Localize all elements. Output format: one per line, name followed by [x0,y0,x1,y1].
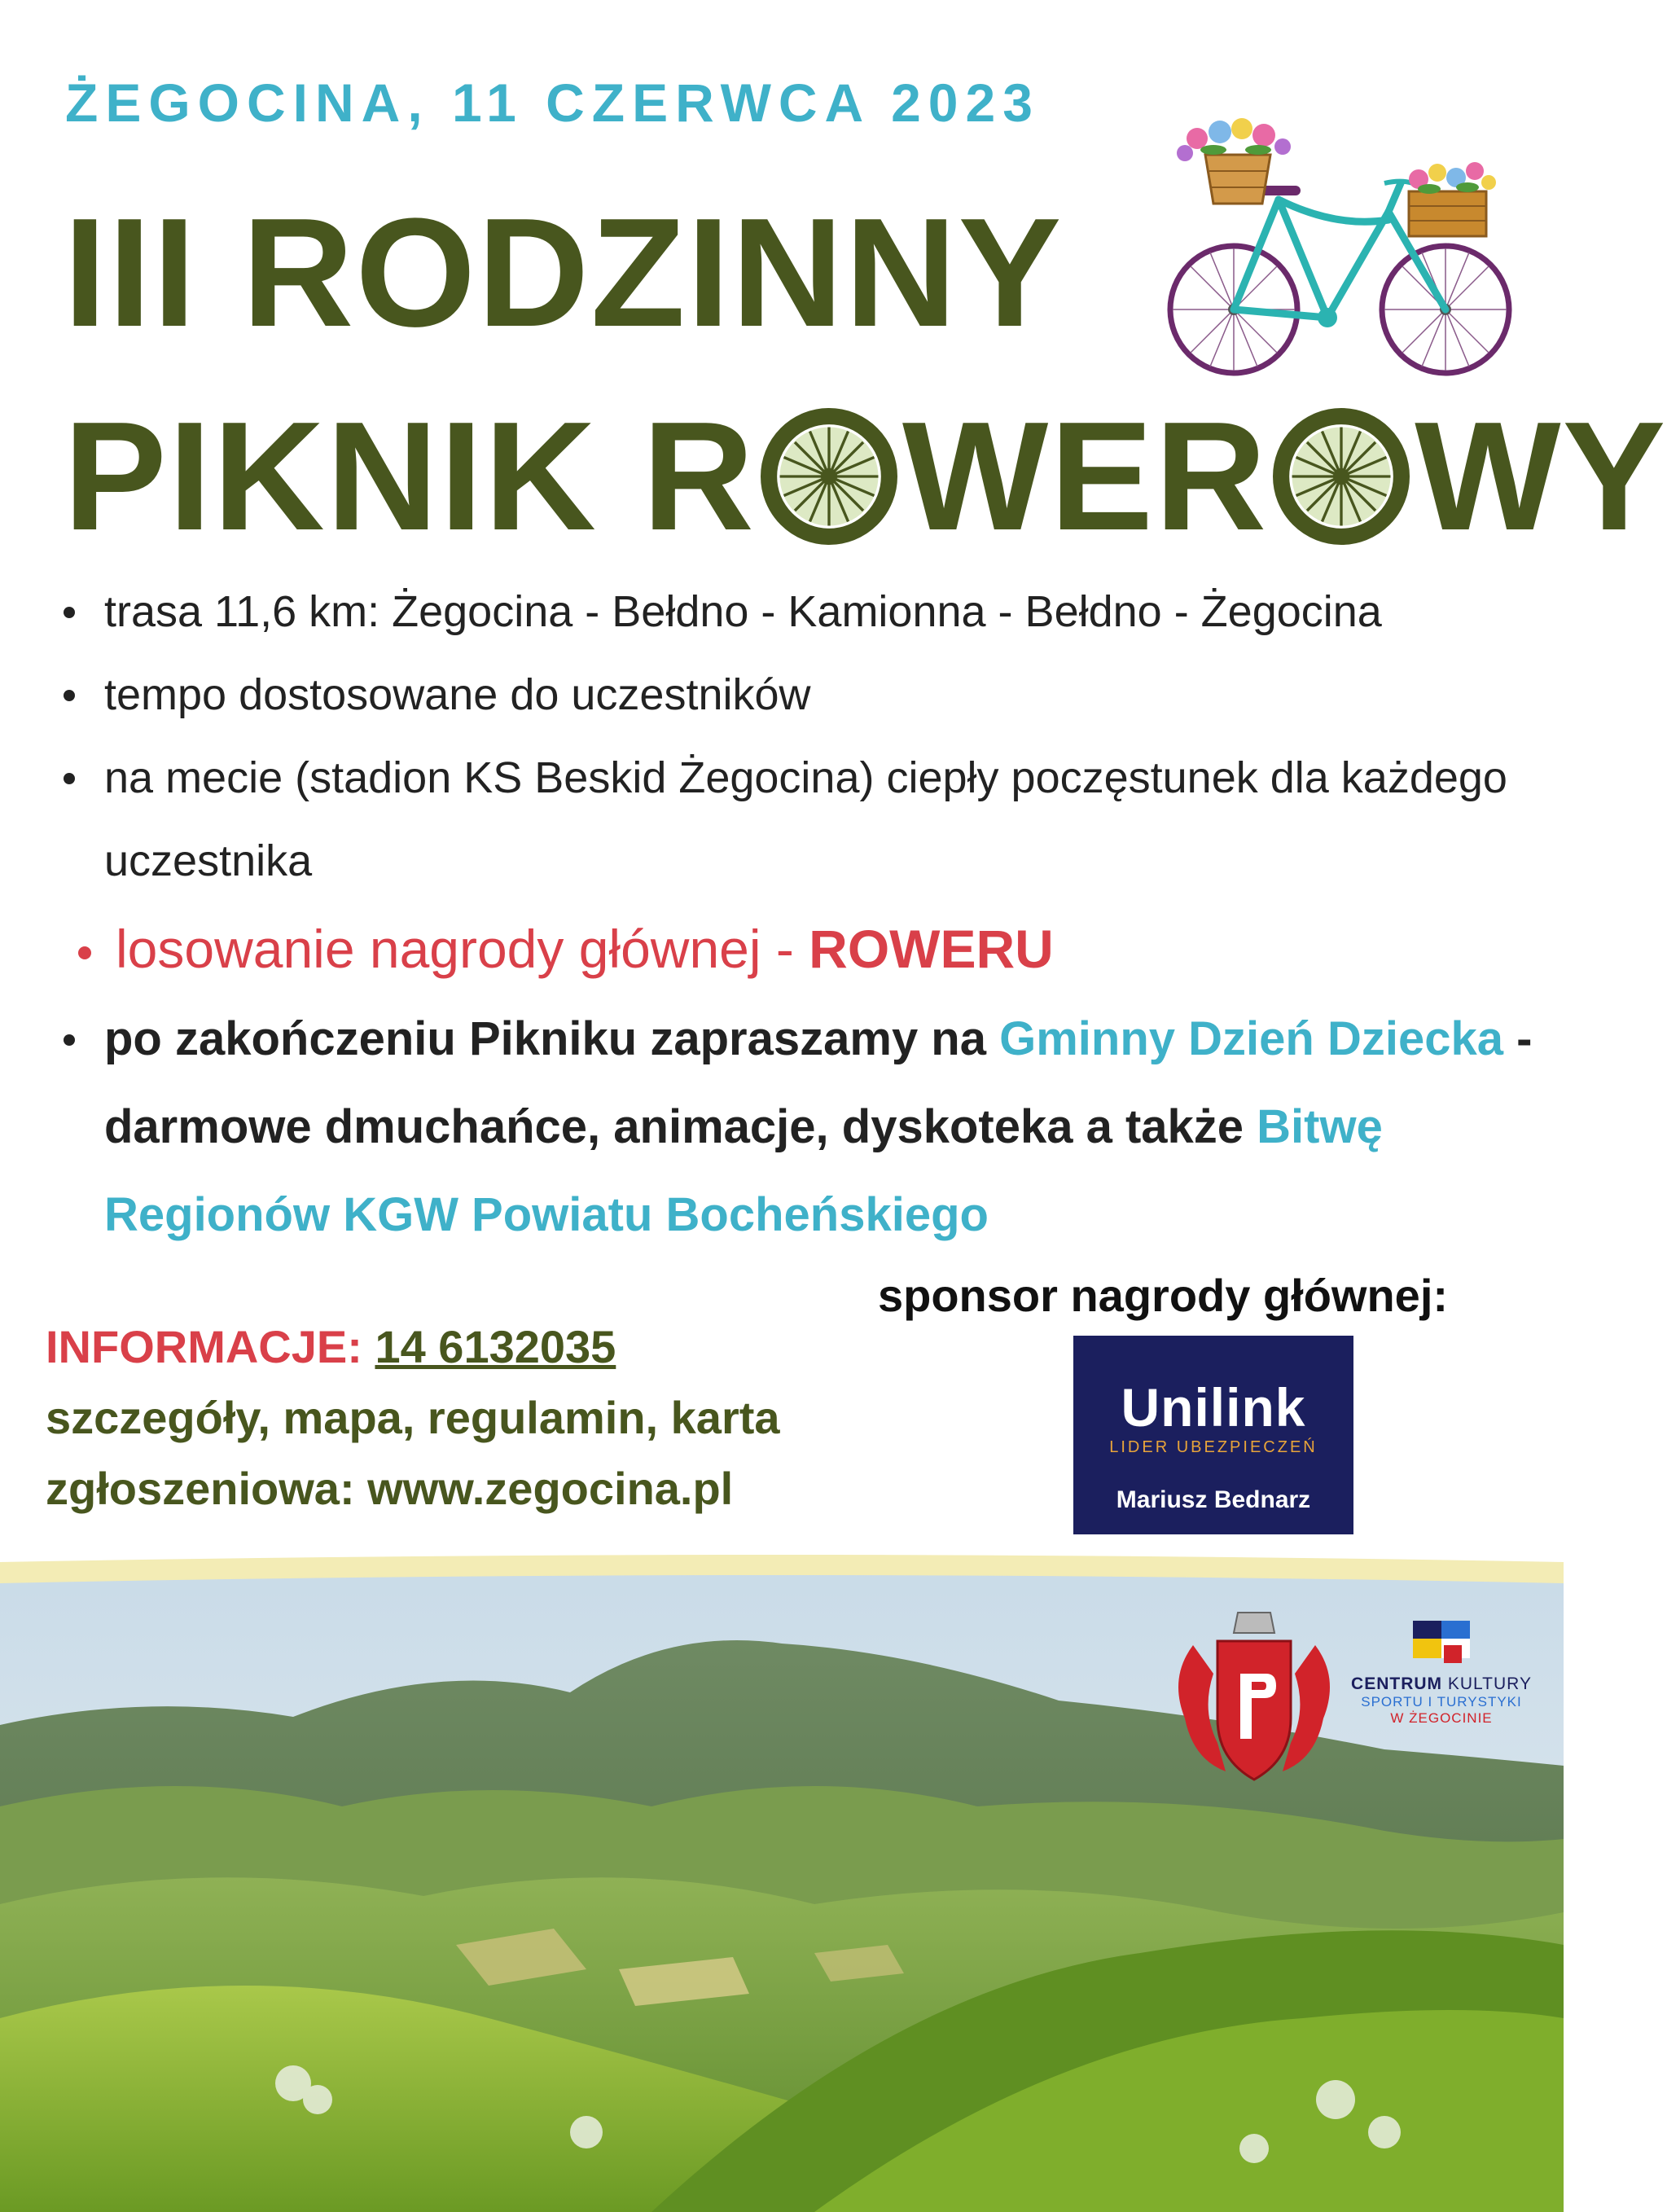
info-label: INFORMACJE: [46,1321,362,1372]
bike-wheel-icon [761,408,897,545]
culture-center-name-rest: KULTURY [1442,1674,1532,1693]
list-item-prize-draw [57,907,1539,990]
childrens-day-text-2: - darmowe dmuchańce, animacje, dyskoteka a także [104,1012,1533,1153]
list-item-route: trasa 11,6 km: Żegocina - Bełdno - Kamionna - Bełdno - Żegocina [57,570,1539,653]
sponsor-owner: Mariusz Bednarz [1116,1486,1311,1513]
prize-draw-emphasis: ROWERU [809,919,1054,979]
rear-flower-crate [1409,162,1496,236]
prize-draw-text: losowanie nagrody głównej - [116,919,809,979]
title-text-middle: WER [901,390,1269,563]
bike-wheel-icon [1273,408,1410,545]
regions-battle-event-name: Bitwę Regionów KGW Powiatu Bocheńskiego [104,1100,1383,1241]
event-details-list [57,570,1539,1259]
culture-center-icon [1413,1621,1470,1670]
bicycle-with-flowers-illustration [1165,114,1515,391]
phone-number-link[interactable]: 14 6132035 [375,1321,616,1372]
culture-center-logo [1344,1621,1539,1751]
culture-center-name-bold: CENTRUM [1351,1674,1443,1693]
contact-info [46,1311,780,1524]
title-line-2 [64,390,1667,563]
sponsor-label: sponsor nagrody głównej: [878,1270,1449,1321]
culture-center-line-3: W ŻEGOCINIE [1390,1710,1493,1726]
municipal-coat-of-arms-logo [1169,1596,1340,1792]
sponsor-logo-unilink [1073,1336,1353,1534]
list-item-childrens-day [57,995,1539,1259]
list-item-pace: tempo dostosowane do uczestników [57,653,1539,736]
info-details-line-1: szczegóły, mapa, regulamin, karta [46,1392,780,1443]
title-text-before: PIKNIK R [64,390,756,563]
title-line-1: III RODZINNY [64,187,1064,359]
culture-center-line-2: SPORTU I TURYSTYKI [1361,1694,1522,1709]
list-item-refreshments: na mecie (stadion KS Beskid Żegocina) ciepły poczęstunek dla każdego uczestnika [57,736,1539,902]
sponsor-tagline: LIDER UBEZPIECZEŃ [1109,1438,1318,1456]
culture-center-name [1344,1674,1539,1694]
sponsor-name: Unilink [1121,1377,1306,1437]
childrens-day-event-name: Gminny Dzień Dziecka [999,1012,1503,1065]
childrens-day-text-1: po zakończeniu Pikniku zapraszamy na [104,1012,1000,1065]
info-details-line-2: zgłoszeniowa: www.zegocina.pl [46,1463,734,1514]
event-date-location: ŻEGOCINA, 11 CZERWCA 2023 [65,72,1040,133]
title-text-after: WY [1415,390,1667,563]
